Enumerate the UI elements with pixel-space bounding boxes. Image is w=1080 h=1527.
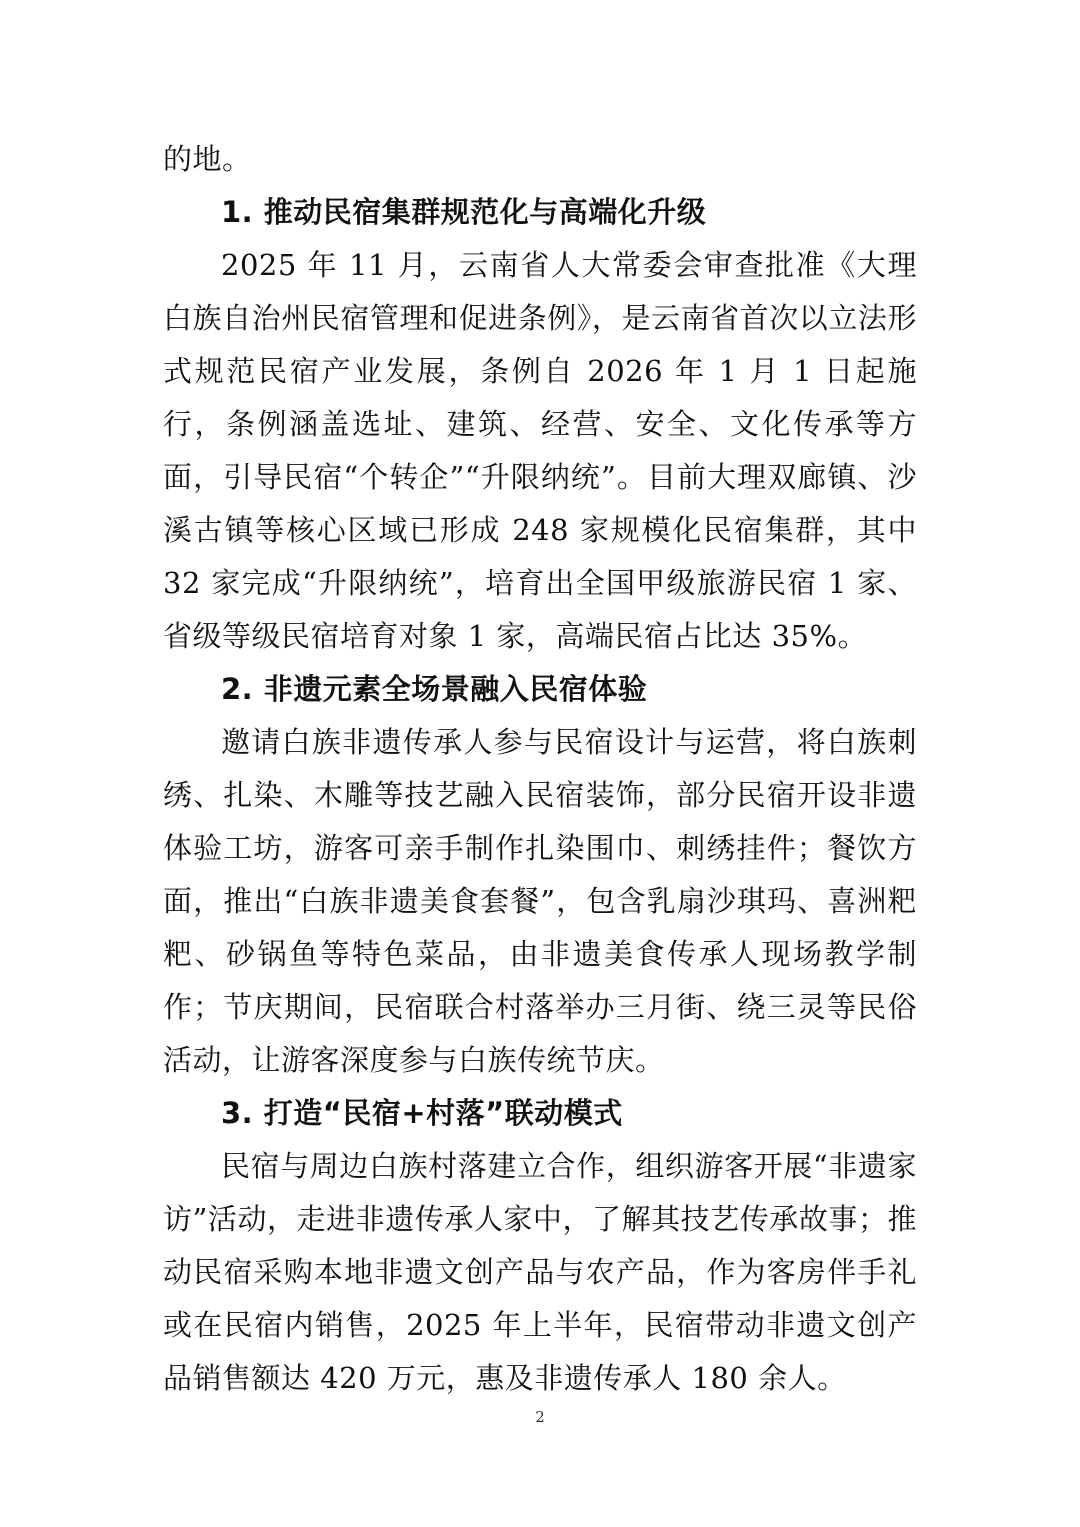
section-heading-2: 2. 非遗元素全场景融入民宿体验 bbox=[221, 672, 648, 706]
section-body-1: 2025 年 11 月，云南省人大常委会审查批准《大理白族自治州民宿管理和促进条例》，是云南省首次以立法形式规范民宿产业发展，条例自 2026 年 1 月 1 日起施行，条例涵盖选址、建筑、经营、安全、文化传承等方面，引导民宿“个转企”“升限纳统”。目前大理双廊镇、沙溪古镇等核心区域已形成 248 家规模化民宿集群，其中 32 家完成“升限纳统”，培育出全国甲级旅游民宿 1 家、省级等级民宿培育对象 1 家，高端民宿占比达 35%。 bbox=[163, 248, 917, 653]
document-body bbox=[163, 133, 917, 1405]
page-number: 2 bbox=[535, 1408, 545, 1426]
section-heading-3: 3. 打造“民宿+村落”联动模式 bbox=[221, 1096, 623, 1130]
section-heading-1: 1. 推动民宿集群规范化与高端化升级 bbox=[221, 195, 707, 229]
continuation-text: 的地。 bbox=[163, 142, 252, 176]
section-body-2: 邀请白族非遗传承人参与民宿设计与运营，将白族刺绣、扎染、木雕等技艺融入民宿装饰，部分民宿开设非遗体验工坊，游客可亲手制作扎染围巾、刺绣挂件；餐饮方面，推出“白族非遗美食套餐”，包含乳扇沙琪玛、喜洲粑粑、砂锅鱼等特色菜品，由非遗美食传承人现场教学制作；节庆期间，民宿联合村落举办三月街、绕三灵等民俗活动，让游客深度参与白族传统节庆。 bbox=[163, 725, 917, 1077]
section-body-3: 民宿与周边白族村落建立合作，组织游客开展“非遗家访”活动，走进非遗传承人家中，了解其技艺传承故事；推动民宿采购本地非遗文创产品与农产品，作为客房伴手礼或在民宿内销售，2025 年上半年，民宿带动非遗文创产品销售额达 420 万元，惠及非遗传承人 180 余人。 bbox=[163, 1149, 917, 1395]
